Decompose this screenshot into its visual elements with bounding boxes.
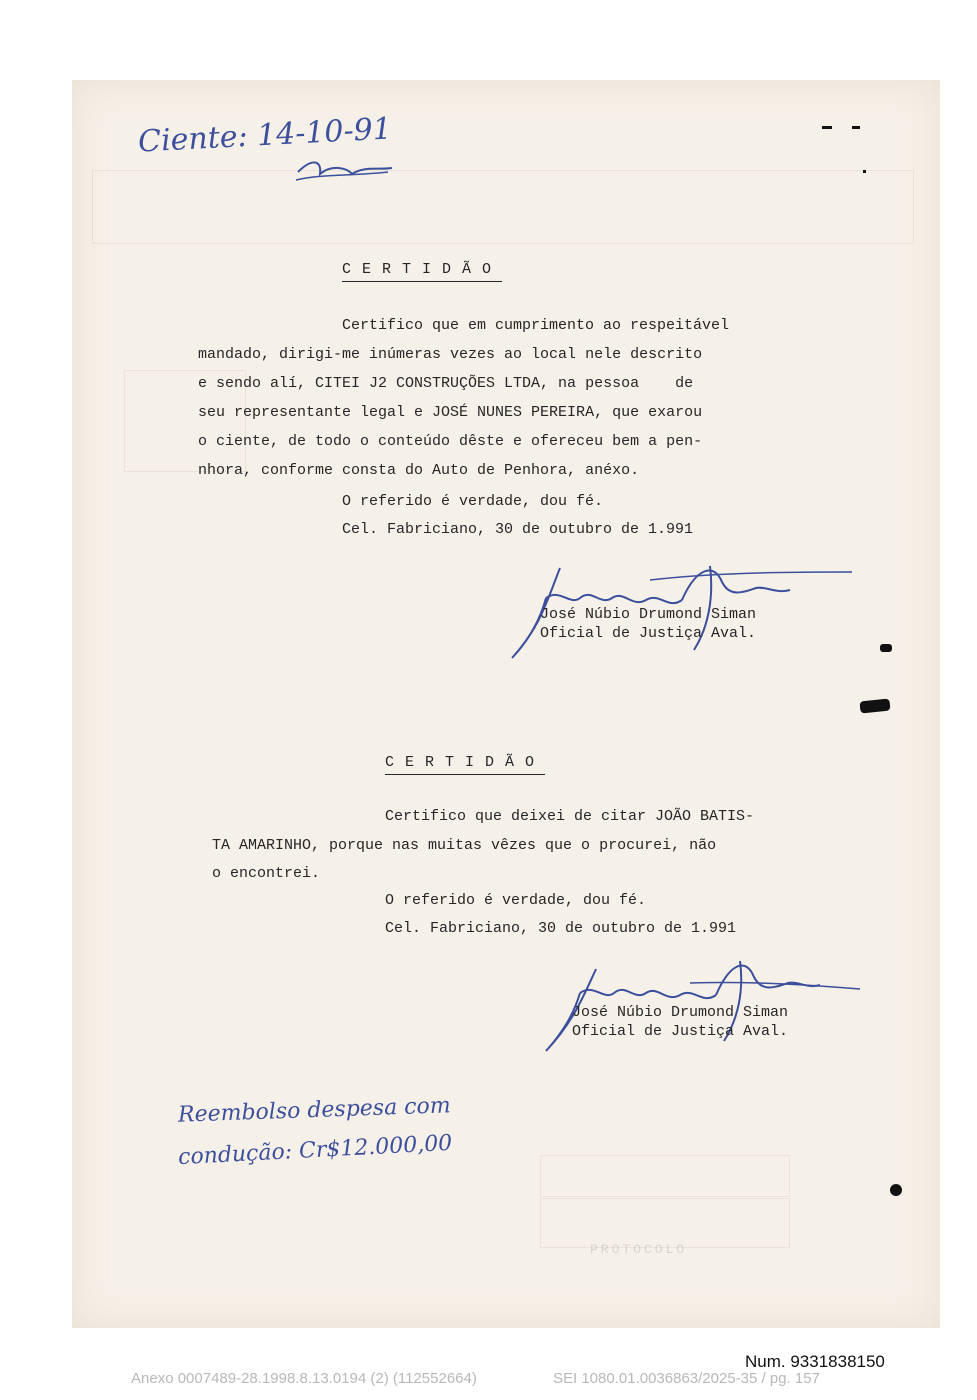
document-sheet [72,80,940,1328]
sei-reference: SEI 1080.01.0036863/2025-35 / pg. 157 [553,1370,820,1387]
certidao-1-title: CERTIDÃO [342,262,502,282]
reembolso-annotation-line2: condução: Cr$12.000,00 [177,1130,453,1171]
certidao-1-line: seu representante legal e JOSÉ NUNES PEREIRA, que exarou [198,404,703,421]
ink-mark [852,126,860,129]
certidao-1-line: Certifico que em cumprimento ao respeitável [342,317,730,334]
certidao-1-line: mandado, dirigi-me inúmeras vezes ao local nele descrito [198,346,703,363]
bleed-through-box [92,170,914,244]
certidao-2-line: Certifico que deixei de citar JOÃO BATIS- [385,808,755,825]
protocol-stamp-ghost: PROTOCOLO [590,1242,688,1257]
certidao-2-line: O referido é verdade, dou fé. [385,892,647,909]
ciente-initials [292,152,402,186]
ink-mark [863,170,866,173]
bleed-through-box [540,1198,790,1248]
ink-mark [822,126,832,129]
certidao-2-line: o encontrei. [212,865,321,882]
certidao-1-signer-name: José Núbio Drumond Siman [540,606,757,623]
certidao-1-line: Cel. Fabriciano, 30 de outubro de 1.991 [342,521,694,538]
document-number: Num. 9331838150 [745,1352,885,1371]
ciente-annotation: Ciente: 14-10-91 [137,111,393,160]
ink-blot [890,1184,902,1196]
certidao-2-title: CERTIDÃO [385,755,545,775]
certidao-1-line: O referido é verdade, dou fé. [342,493,604,510]
certidao-2-signer-name: José Núbio Drumond Siman [572,1004,789,1021]
bleed-through-box [540,1155,790,1197]
certidao-2-signer-title: Oficial de Justiça Aval. [572,1023,789,1040]
certidao-1-line: nhora, conforme consta do Auto de Penhora, anéxo. [198,462,640,479]
certidao-1-line: e sendo alí, CITEI J2 CONSTRUÇÕES LTDA, na pessoa de [198,375,694,392]
certidao-1-line: o ciente, de todo o conteúdo dêste e ofereceu bem a pen- [198,433,703,450]
ink-blot [880,644,892,652]
certidao-2-line: TA AMARINHO, porque nas muitas vêzes que o procurei, não [212,837,717,854]
certidao-1-signer-title: Oficial de Justiça Aval. [540,625,757,642]
certidao-2-line: Cel. Fabriciano, 30 de outubro de 1.991 [385,920,737,937]
reembolso-annotation-line1: Reembolso despesa com [177,1093,452,1128]
annex-reference: Anexo 0007489-28.1998.8.13.0194 (2) (112552664) [131,1370,477,1387]
